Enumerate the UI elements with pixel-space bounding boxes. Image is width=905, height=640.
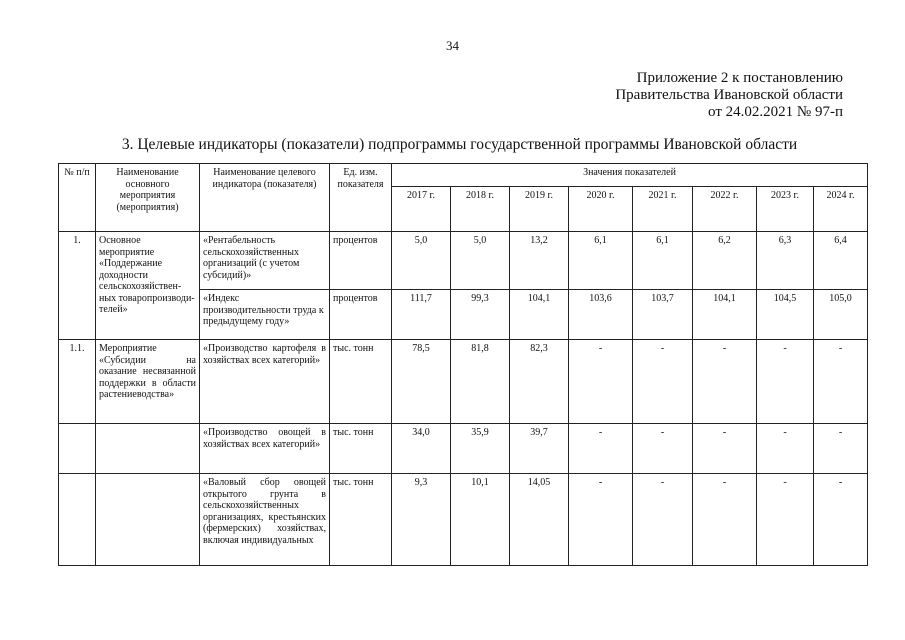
row-value: 104,5 bbox=[757, 290, 814, 340]
row-value: 104,1 bbox=[693, 290, 757, 340]
row-value: 6,1 bbox=[633, 232, 693, 290]
table-row bbox=[59, 340, 868, 424]
header-year: 2023 г. bbox=[757, 187, 814, 232]
row-value: 6,1 bbox=[569, 232, 633, 290]
row-event: Основное мероприятие «Поддержание доходности сельскохозяйствен-ных товаропроизводи-телей» bbox=[96, 232, 200, 340]
row-value: 103,6 bbox=[569, 290, 633, 340]
header-year: 2017 г. bbox=[392, 187, 451, 232]
row-value: 13,2 bbox=[510, 232, 569, 290]
row-indicator: «Индекс производительности труда к предыдущему году» bbox=[200, 290, 330, 340]
document-title: 3. Целевые индикаторы (показатели) подпрограммы государственной программы Ивановской области bbox=[121, 136, 798, 153]
row-unit: тыс. тонн bbox=[330, 424, 392, 474]
row-value: - bbox=[633, 340, 693, 424]
row-unit: тыс. тонн bbox=[330, 474, 392, 566]
row-value: - bbox=[633, 424, 693, 474]
row-event bbox=[96, 424, 200, 474]
row-value: 78,5 bbox=[392, 340, 451, 424]
row-value: - bbox=[693, 340, 757, 424]
row-value: 5,0 bbox=[451, 232, 510, 290]
page-number: 34 bbox=[446, 38, 459, 53]
row-value: - bbox=[693, 474, 757, 566]
table-row bbox=[59, 232, 868, 290]
appendix-line-1: Приложение 2 к постановлению bbox=[636, 70, 843, 86]
row-num: 1. bbox=[59, 232, 96, 340]
row-indicator: «Производство овощей в хозяйствах всех категорий» bbox=[200, 424, 330, 474]
header-event: Наименование основного мероприятия (мероприятия) bbox=[96, 164, 200, 232]
row-value: 39,7 bbox=[510, 424, 569, 474]
row-value: 81,8 bbox=[451, 340, 510, 424]
header-year: 2022 г. bbox=[693, 187, 757, 232]
header-indicator: Наименование целевого индикатора (показателя) bbox=[200, 164, 330, 232]
appendix-line-3: от 24.02.2021 № 97-п bbox=[708, 104, 843, 120]
row-value: - bbox=[569, 340, 633, 424]
row-value: - bbox=[633, 474, 693, 566]
row-value: - bbox=[814, 474, 868, 566]
row-value: 6,2 bbox=[693, 232, 757, 290]
row-value: 10,1 bbox=[451, 474, 510, 566]
header-unit: Ед. изм. показателя bbox=[330, 164, 392, 232]
row-value: 82,3 bbox=[510, 340, 569, 424]
row-event bbox=[96, 474, 200, 566]
row-num: 1.1. bbox=[59, 340, 96, 424]
header-year: 2024 г. bbox=[814, 187, 868, 232]
row-value: - bbox=[814, 340, 868, 424]
row-value: - bbox=[569, 424, 633, 474]
row-unit: процентов bbox=[330, 232, 392, 290]
header-num: № п/п bbox=[59, 164, 96, 232]
row-value: 5,0 bbox=[392, 232, 451, 290]
header-year: 2018 г. bbox=[451, 187, 510, 232]
row-event: Мероприятие «Субсидии на оказание несвязанной поддержки в области растениеводства» bbox=[96, 340, 200, 424]
row-unit: тыс. тонн bbox=[330, 340, 392, 424]
appendix-block bbox=[615, 70, 843, 121]
header-year: 2021 г. bbox=[633, 187, 693, 232]
row-value: 14,05 bbox=[510, 474, 569, 566]
indicators-table bbox=[58, 163, 868, 566]
table-row bbox=[59, 474, 868, 566]
header-year: 2020 г. bbox=[569, 187, 633, 232]
row-value: - bbox=[569, 474, 633, 566]
row-value: 99,3 bbox=[451, 290, 510, 340]
row-value: 34,0 bbox=[392, 424, 451, 474]
row-value: 105,0 bbox=[814, 290, 868, 340]
row-value: - bbox=[757, 340, 814, 424]
appendix-line-2: Правительства Ивановской области bbox=[615, 87, 843, 103]
row-indicator: «Валовый сбор овощей открытого грунта в сельскохозяйственных организациях, крестьянских (фермерских) хозяйствах, включая индивидуальных bbox=[200, 474, 330, 566]
row-value: 103,7 bbox=[633, 290, 693, 340]
row-value: 6,3 bbox=[757, 232, 814, 290]
header-year: 2019 г. bbox=[510, 187, 569, 232]
row-value: 9,3 bbox=[392, 474, 451, 566]
row-value: - bbox=[814, 424, 868, 474]
row-unit: процентов bbox=[330, 290, 392, 340]
row-value: - bbox=[757, 424, 814, 474]
header-values: Значения показателей bbox=[392, 164, 868, 187]
row-value: 35,9 bbox=[451, 424, 510, 474]
row-num bbox=[59, 424, 96, 474]
row-value: 6,4 bbox=[814, 232, 868, 290]
row-indicator: «Рентабельность сельскохозяйственных организаций (с учетом субсидий)» bbox=[200, 232, 330, 290]
row-indicator: «Производство картофеля в хозяйствах всех категорий» bbox=[200, 340, 330, 424]
row-num bbox=[59, 474, 96, 566]
row-value: 111,7 bbox=[392, 290, 451, 340]
row-value: 104,1 bbox=[510, 290, 569, 340]
table-row bbox=[59, 424, 868, 474]
row-value: - bbox=[693, 424, 757, 474]
row-value: - bbox=[757, 474, 814, 566]
